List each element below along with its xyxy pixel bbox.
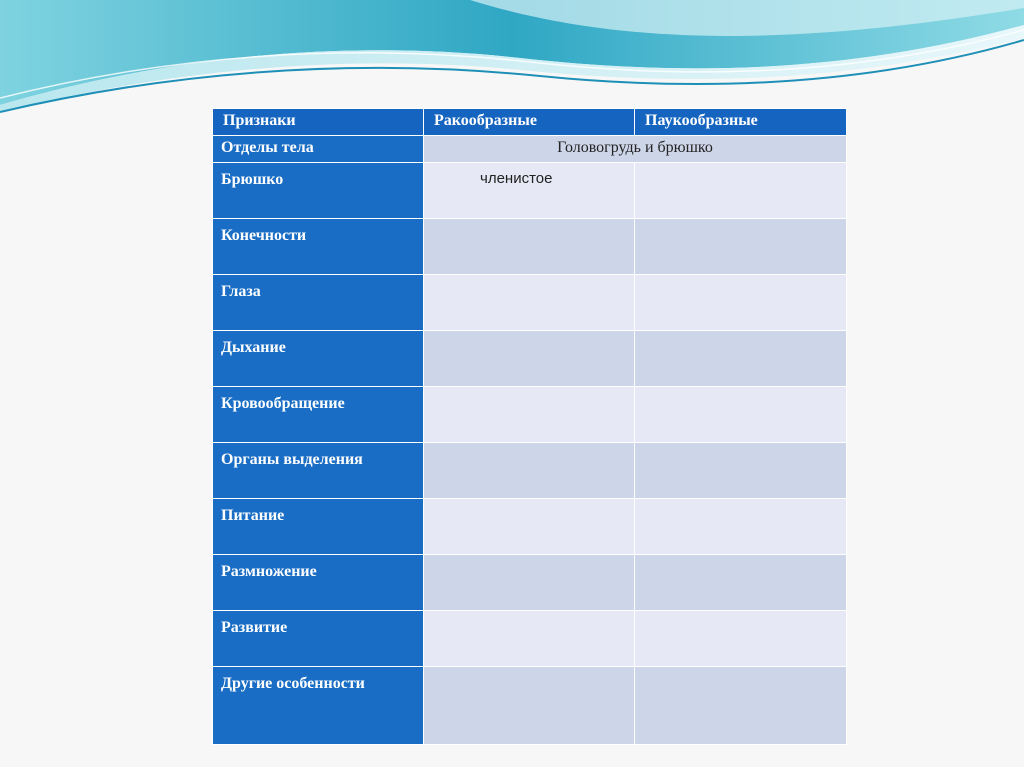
- cell-value: [424, 499, 634, 506]
- header-arachnids: Паукообразные: [635, 109, 847, 136]
- table-row: [213, 163, 847, 219]
- table-row: [213, 331, 847, 387]
- table-row: [213, 219, 847, 275]
- cell-value: [424, 275, 634, 282]
- arachnids-cell: [635, 387, 847, 443]
- header-crustaceans: Ракообразные: [424, 109, 635, 136]
- arachnids-cell: [635, 443, 847, 499]
- cell-value: членистое: [480, 170, 553, 187]
- crustaceans-cell: [424, 555, 635, 611]
- cell-value: [635, 219, 846, 226]
- row-label: Другие особенности: [213, 667, 424, 745]
- cell-value: [424, 387, 634, 394]
- row-label: Органы выделения: [213, 443, 424, 499]
- arachnids-cell: [635, 331, 847, 387]
- cell-value: [424, 331, 634, 338]
- cell-value: [635, 611, 846, 618]
- cell-value: [424, 611, 634, 618]
- row-label: Брюшко: [213, 163, 424, 219]
- table-row: [213, 443, 847, 499]
- header-features: Признаки: [213, 109, 424, 136]
- cell-value: [424, 555, 634, 562]
- crustaceans-cell: [424, 331, 635, 387]
- table-row: [213, 611, 847, 667]
- cell-value: [635, 667, 846, 674]
- cell-value: [635, 275, 846, 282]
- cell-value: [424, 667, 634, 674]
- cell-value: [635, 331, 846, 338]
- decorative-wave-banner: [0, 0, 1024, 120]
- table-row: [213, 275, 847, 331]
- row-label: Питание: [213, 499, 424, 555]
- crustaceans-cell: [424, 611, 635, 667]
- table-row: [213, 499, 847, 555]
- arachnids-cell: [635, 163, 847, 219]
- crustaceans-cell: [424, 667, 635, 745]
- row-label: Развитие: [213, 611, 424, 667]
- merged-value-cell: Головогрудь и брюшко: [424, 136, 847, 163]
- cell-value: [424, 219, 634, 226]
- cell-value: [424, 443, 634, 450]
- row-label: Конечности: [213, 219, 424, 275]
- comparison-table: [212, 108, 847, 745]
- arachnids-cell: [635, 611, 847, 667]
- cell-value: [635, 163, 846, 170]
- cell-value: [635, 555, 846, 562]
- table-row: [213, 667, 847, 745]
- cell-value: [635, 499, 846, 506]
- arachnids-cell: [635, 667, 847, 745]
- row-label: Глаза: [213, 275, 424, 331]
- crustaceans-cell: [424, 275, 635, 331]
- arachnids-cell: [635, 275, 847, 331]
- cell-value: [635, 387, 846, 394]
- row-label: Отделы тела: [213, 136, 424, 163]
- table-row: [213, 387, 847, 443]
- row-label: Размножение: [213, 555, 424, 611]
- crustaceans-cell: [424, 387, 635, 443]
- arachnids-cell: [635, 219, 847, 275]
- arachnids-cell: [635, 555, 847, 611]
- table-row-body-divisions: [213, 136, 847, 163]
- crustaceans-cell: [424, 443, 635, 499]
- crustaceans-cell: [424, 163, 635, 219]
- crustaceans-cell: [424, 499, 635, 555]
- table-header-row: [213, 109, 847, 136]
- arachnids-cell: [635, 499, 847, 555]
- row-label: Дыхание: [213, 331, 424, 387]
- row-label: Кровообращение: [213, 387, 424, 443]
- table-row: [213, 555, 847, 611]
- crustaceans-cell: [424, 219, 635, 275]
- cell-value: [635, 443, 846, 450]
